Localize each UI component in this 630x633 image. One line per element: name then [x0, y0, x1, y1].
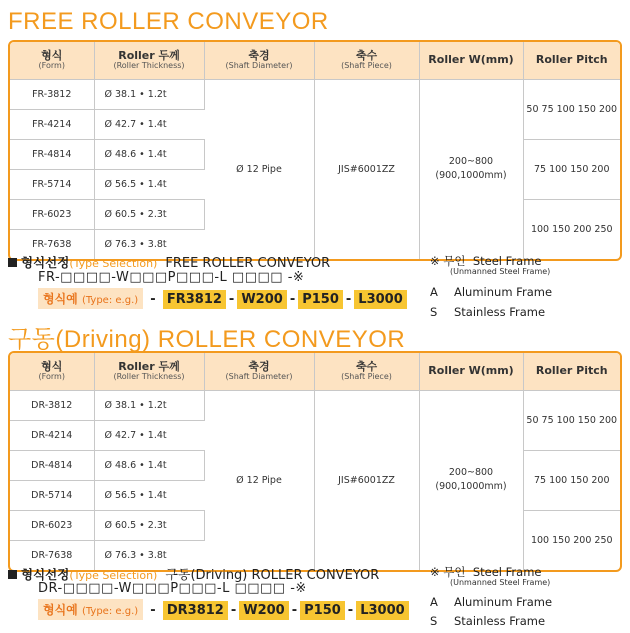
pitch-cell: 50 75 100 150 200	[523, 79, 620, 139]
header-thickness: Roller 두께 (Roller Thickness)	[94, 353, 204, 390]
thickness-cell: Ø 38.1 • 1.2t	[94, 79, 204, 109]
header-shaft-diameter: 축경 (Shaft Diameter)	[204, 42, 314, 79]
legend-steel-sub: (Unmanned Steel Frame)	[450, 578, 551, 587]
header-roller-width: Roller W(mm)	[419, 353, 523, 390]
example-chip: FR3812	[163, 290, 226, 309]
type-selection-title: 형식선정(Type Selection) 구동(Driving) ROLLER CONVEYOR	[8, 564, 379, 583]
pitch-cell: 75 100 150 200	[523, 450, 620, 510]
section-title-free: FREE ROLLER CONVEYOR	[8, 8, 329, 35]
frame-legend	[430, 564, 620, 630]
legend-stainless: S Stainless Frame	[430, 614, 546, 628]
pitch-cell: 100 150 200 250	[523, 510, 620, 570]
model-cell: FR-7638	[10, 229, 94, 259]
legend-steel-sub: (Unmanned Steel Frame)	[450, 267, 551, 276]
roller-width-cell: 200~800 (900,1000mm)	[419, 390, 523, 570]
example-chip: L3000	[354, 290, 406, 309]
model-cell: DR-4814	[10, 450, 94, 480]
header-shaft-diameter: 축경 (Shaft Diameter)	[204, 353, 314, 390]
example-chip: L3000	[356, 601, 408, 620]
thickness-cell: Ø 38.1 • 1.2t	[94, 390, 204, 420]
roller-width-cell: 200~800 (900,1000mm)	[419, 79, 523, 259]
shaft-piece-cell: JIS#6001ZZ	[314, 390, 419, 570]
thickness-cell: Ø 60.5 • 2.3t	[94, 199, 204, 229]
section-title-driving: 구동(Driving) ROLLER CONVEYOR	[8, 326, 406, 353]
header-form: 형식 (Form)	[10, 42, 94, 79]
header-shaft-piece: 축수 (Shaft Piece)	[314, 42, 419, 79]
example-chip: W200	[239, 601, 288, 620]
thickness-cell: Ø 56.5 • 1.4t	[94, 169, 204, 199]
thickness-cell: Ø 56.5 • 1.4t	[94, 480, 204, 510]
thickness-cell: Ø 42.7 • 1.4t	[94, 109, 204, 139]
square-bullet-icon	[8, 570, 17, 579]
thickness-cell: Ø 42.7 • 1.4t	[94, 420, 204, 450]
driving-roller-spec-table	[8, 351, 622, 572]
header-roller-width: Roller W(mm)	[419, 42, 523, 79]
table-row	[10, 390, 620, 420]
example-chip: P150	[298, 290, 343, 309]
header-shaft-piece: 축수 (Shaft Piece)	[314, 353, 419, 390]
shaft-diameter-cell: Ø 12 Pipe	[204, 390, 314, 570]
pitch-cell: 50 75 100 150 200	[523, 390, 620, 450]
pitch-cell: 100 150 200 250	[523, 199, 620, 259]
model-cell: DR-4214	[10, 420, 94, 450]
model-cell: FR-4214	[10, 109, 94, 139]
pitch-cell: 75 100 150 200	[523, 139, 620, 199]
header-roller-pitch: Roller Pitch	[523, 42, 620, 79]
frame-legend	[430, 253, 620, 323]
model-cell: DR-7638	[10, 540, 94, 570]
thickness-cell: Ø 76.3 • 3.8t	[94, 229, 204, 259]
model-cell: FR-3812	[10, 79, 94, 109]
legend-stainless: S Stainless Frame	[430, 305, 546, 319]
legend-steel: ※ 무인 Steel Frame	[430, 254, 542, 268]
example-chip: W200	[237, 290, 286, 309]
example-chip: DR3812	[163, 601, 228, 620]
model-cell: FR-4814	[10, 139, 94, 169]
shaft-piece-cell: JIS#6001ZZ	[314, 79, 419, 259]
thickness-cell: Ø 60.5 • 2.3t	[94, 510, 204, 540]
legend-aluminum: A Aluminum Frame	[430, 595, 553, 609]
header-form: 형식 (Form)	[10, 353, 94, 390]
shaft-diameter-cell: Ø 12 Pipe	[204, 79, 314, 259]
legend-aluminum: A Aluminum Frame	[430, 285, 553, 299]
type-example: 형식예 (Type: e.g.) - FR3812 - W200 - P150 - L3000	[38, 288, 407, 309]
thickness-cell: Ø 48.6 • 1.4t	[94, 450, 204, 480]
free-roller-spec-table	[8, 40, 622, 261]
model-cell: DR-3812	[10, 390, 94, 420]
model-cell: DR-6023	[10, 510, 94, 540]
type-code-format: DR-□□□□-W□□□P□□□-L □□□□ -※	[38, 581, 307, 596]
header-roller-pitch: Roller Pitch	[523, 353, 620, 390]
model-cell: FR-6023	[10, 199, 94, 229]
type-selection-title: 형식선정(Type Selection) FREE ROLLER CONVEYOR	[8, 253, 330, 271]
thickness-cell: Ø 48.6 • 1.4t	[94, 139, 204, 169]
type-example: 형식예 (Type: e.g.) - DR3812 - W200 - P150 - L3000	[38, 599, 409, 620]
type-code-format: FR-□□□□-W□□□P□□□-L □□□□ -※	[38, 270, 305, 285]
example-label: 형식예 (Type: e.g.)	[38, 288, 143, 309]
table-row	[10, 79, 620, 109]
legend-steel: ※ 무인 Steel Frame	[430, 565, 542, 579]
table-header-row	[10, 353, 620, 390]
example-chip: P150	[300, 601, 345, 620]
table-header-row	[10, 42, 620, 79]
example-label: 형식예 (Type: e.g.)	[38, 599, 143, 620]
model-cell: FR-5714	[10, 169, 94, 199]
thickness-cell: Ø 76.3 • 3.8t	[94, 540, 204, 570]
header-thickness: Roller 두께 (Roller Thickness)	[94, 42, 204, 79]
model-cell: DR-5714	[10, 480, 94, 510]
square-bullet-icon	[8, 258, 17, 267]
